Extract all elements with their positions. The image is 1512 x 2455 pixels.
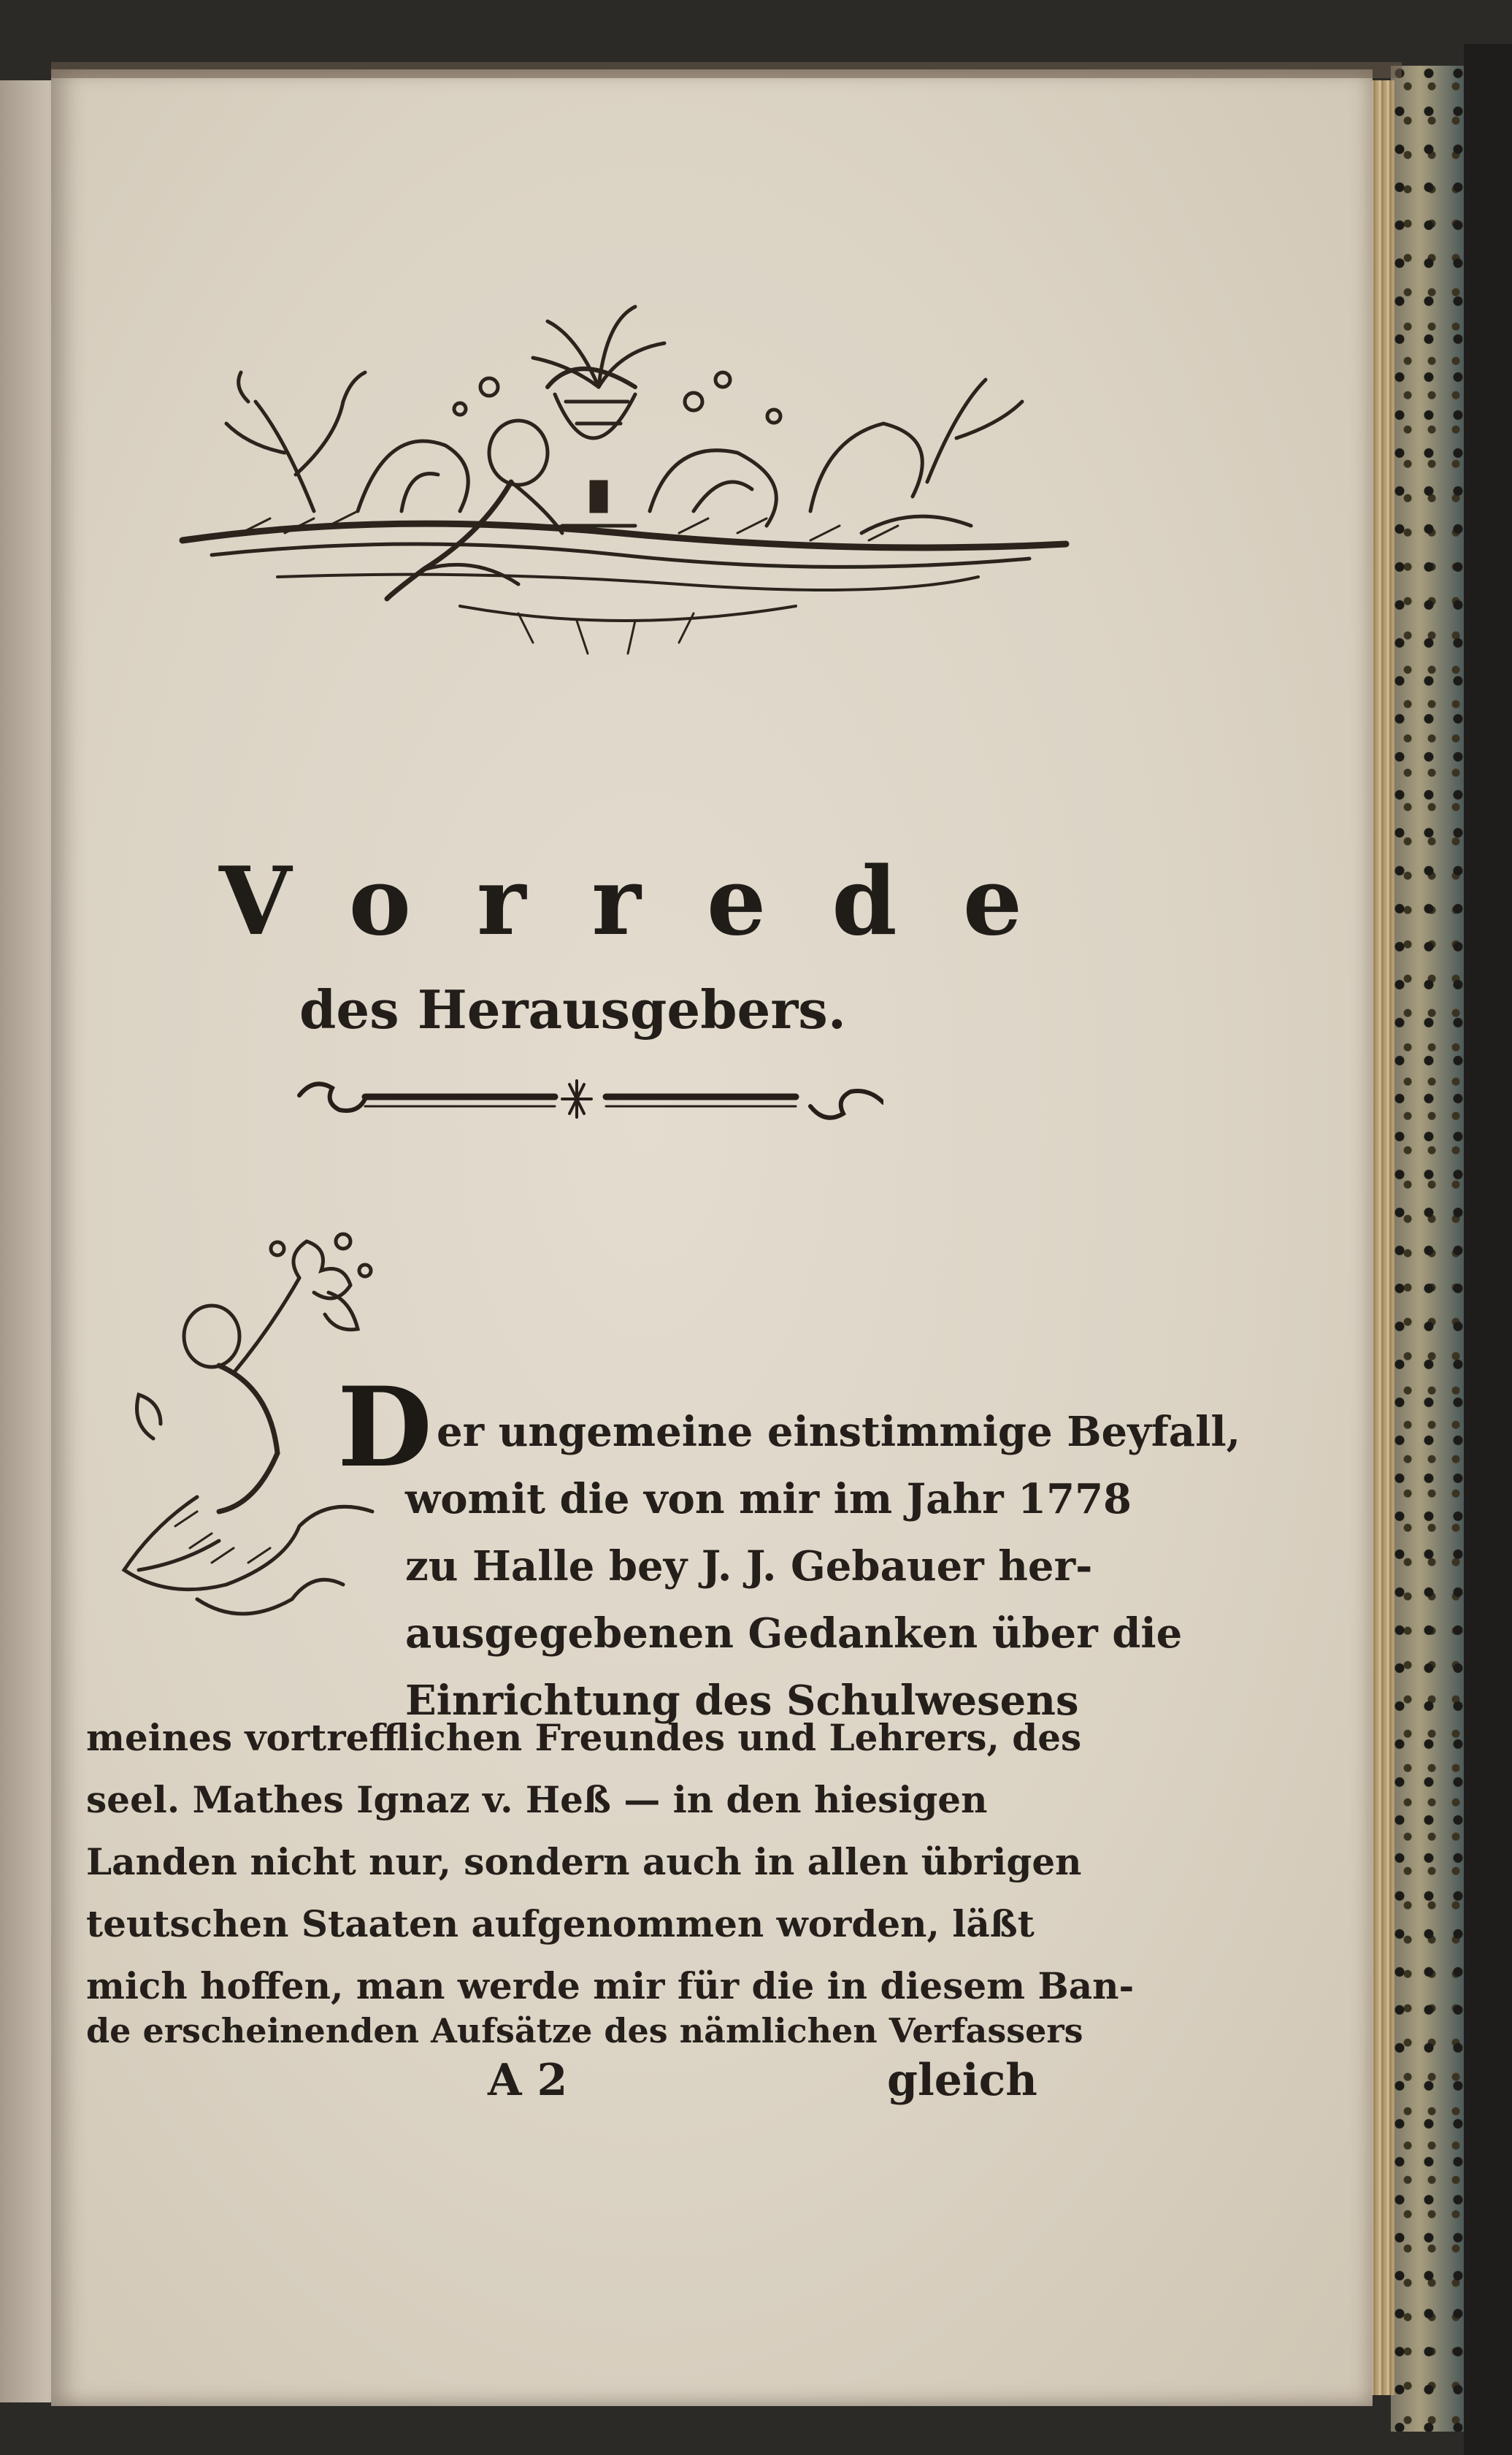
text-line-11: de erscheinenden Aufsätze des nämlichen Verfassers <box>86 2011 1083 2050</box>
header-vignette-ornament <box>168 292 1073 708</box>
page-subtitle: des Herausgebers. <box>299 978 846 1041</box>
page-top-shadow <box>51 62 1402 78</box>
book-cover-spine <box>1464 44 1512 2455</box>
text-line-6: meines vortrefflichen Freundes und Lehrers, des <box>86 1716 1082 1759</box>
signature-mark: A 2 <box>488 2055 568 2106</box>
text-line-7: seel. Mathes Ignaz v. Heß — in den hiesigen <box>86 1778 988 1821</box>
text-line-8: Landen nicht nur, sondern auch in allen übrigen <box>86 1840 1082 1883</box>
text-line-1: er ungemeine einstimmige Beyfall, <box>437 1408 1241 1456</box>
marbled-cover-edge <box>1391 66 1464 2432</box>
text-line-2: womit die von mir im Jahr 1778 <box>405 1475 1132 1523</box>
catchword: gleich <box>887 2055 1037 2106</box>
page-title: Vorrede <box>219 847 1089 957</box>
text-line-4: ausgegebenen Gedanken über die <box>405 1609 1183 1658</box>
text-line-5: Einrichtung des Schulwesens <box>405 1677 1079 1725</box>
text-line-10: mich hoffen, man werde mir für die in diesem Ban- <box>86 1964 1135 2007</box>
text-line-9: teutschen Staaten aufgenommen worden, läßt <box>86 1902 1035 1945</box>
text-line-3: zu Halle bey J. J. Gebauer her- <box>405 1542 1093 1590</box>
drop-cap-initial: D <box>337 1363 433 1492</box>
decorative-rule-ornament <box>292 1066 883 1132</box>
